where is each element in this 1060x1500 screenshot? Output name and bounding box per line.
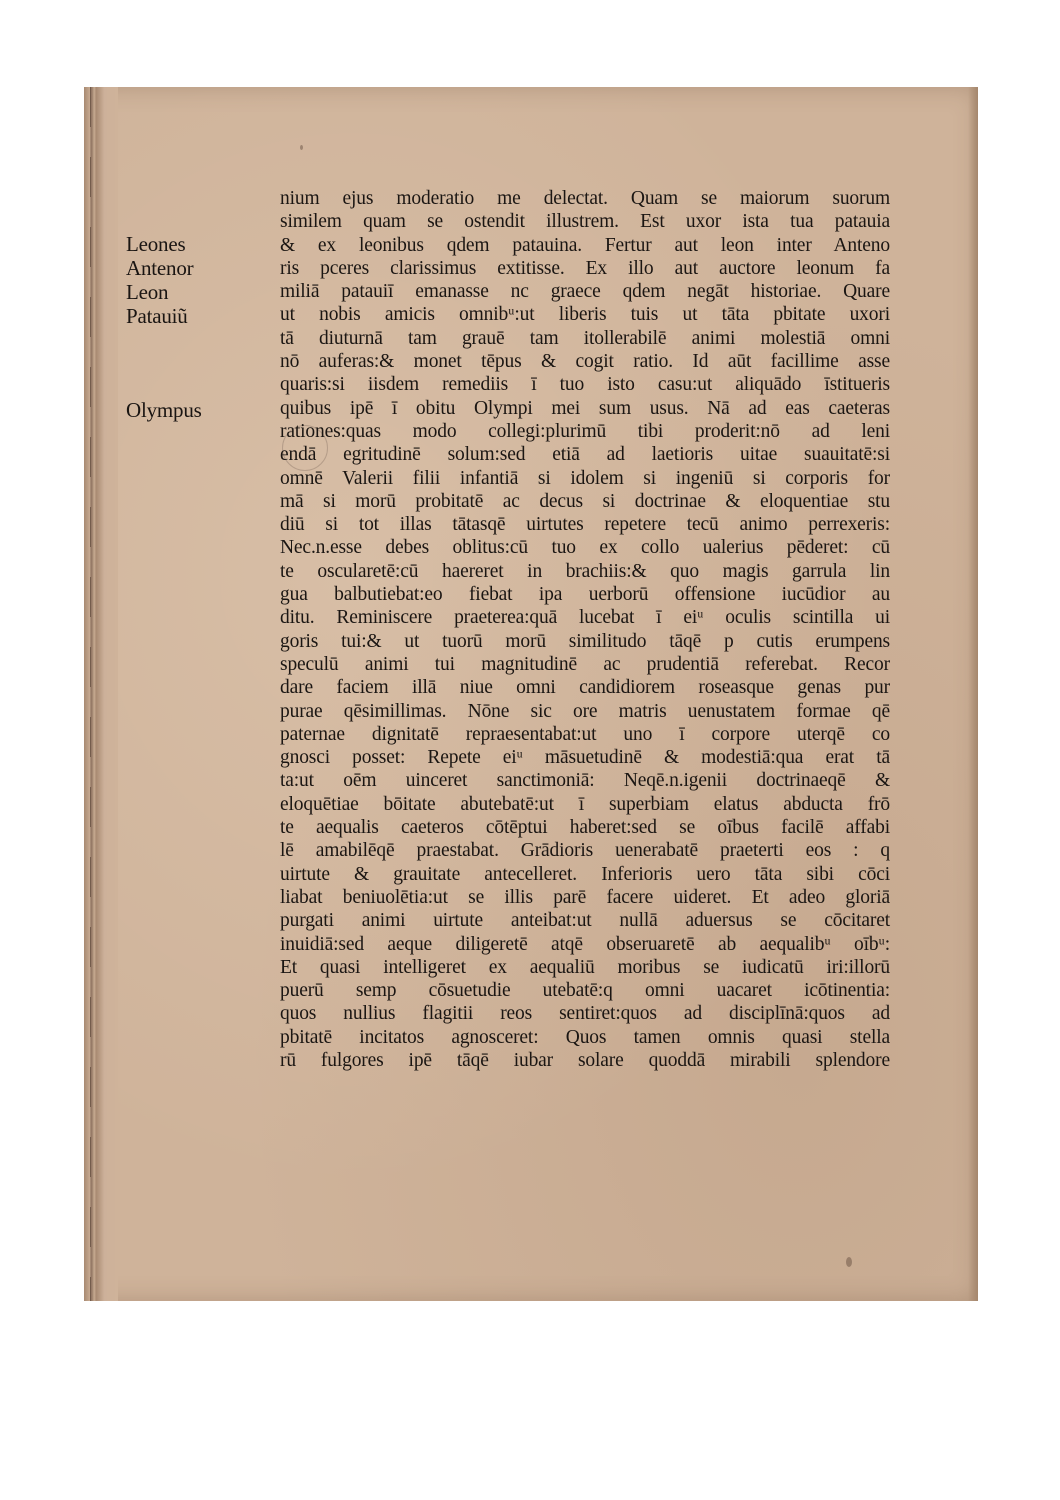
text-line: te oscularetē:cū haereret in brachiis:& quo magis garrula lin xyxy=(280,560,890,582)
text-line: dare faciem illā niue omni candidiorem roseasque genas pur xyxy=(280,677,890,699)
text-line: ditu. Reminiscere praeterea:quā lucebat ī eiᵘ oculis scintilla ui xyxy=(280,607,890,629)
text-line: rū fulgores ipē tāqē iubar solare quoddā mirabili splendore xyxy=(280,1049,890,1071)
text-line: Et quasi intelligeret ex aequaliū moribus se iudicatū iri:illorū xyxy=(280,956,890,978)
ink-speck xyxy=(300,145,303,150)
text-line: puerū semp cōsuetudie utebatē:q omni uacaret icōtinentia: xyxy=(280,980,890,1002)
text-line: & ex leonibus qdem patauina. Fertur aut leon inter Anteno xyxy=(280,234,890,256)
text-line: gnosci posset: Repete eiᵘ māsuetudinē & modestiā:qua erat tā xyxy=(280,747,890,769)
ink-speck xyxy=(846,1257,852,1267)
text-line: quibus ipē ī obitu Olympi mei sum usus. Nā ad eas caeteras xyxy=(280,397,890,419)
text-line: purae qēsimillimas. Nōne sic ore matris uenustatem formae qē xyxy=(280,700,890,722)
body-text-column xyxy=(280,187,890,1072)
text-line: diū si tot illas tātasqē uirtutes repetere tecū animo perrexeris: xyxy=(280,514,890,536)
margin-note-leon: Leon xyxy=(126,280,169,304)
book-page xyxy=(84,87,978,1301)
text-line: gua balbutiebat:eo fiebat ipa uerborū offensione iucūdior au xyxy=(280,584,890,606)
text-line: eloquētiae bōitate abutebatē:ut ī superbiam elatus abducta frō xyxy=(280,793,890,815)
text-line: pbitatē incitatos agnosceret: Quos tamen omnis quasi stella xyxy=(280,1026,890,1048)
text-line: purgati animi uirtute anteibat:ut nullā aduersus se cōcitaret xyxy=(280,910,890,932)
text-line: ris pceres clarissimus extitisse. Ex illo aut auctore leonum fa xyxy=(280,257,890,279)
text-line: tā diuturnā tam grauē tam itollerabilē animi molestiā omni xyxy=(280,327,890,349)
text-line: nō auferas:& monet tēpus & cogit ratio. Id aūt facillime asse xyxy=(280,351,890,373)
text-line: rationes:quas modo collegi:plurimū tibi proderit:nō ad leni xyxy=(280,420,890,442)
text-line: goris tui:& ut tuorū morū similitudo tāqē p cutis erumpens xyxy=(280,630,890,652)
text-line: Nec.n.esse debes oblitus:cū tuo ex collo ualerius pēderet: cū xyxy=(280,537,890,559)
margin-note-leones: Leones xyxy=(126,232,186,256)
text-line: quaris:si iisdem remediis ī tuo isto casu:ut aliquādo īstitueris xyxy=(280,374,890,396)
text-line: ut nobis amicis omnibᵘ:ut liberis tuis ut tāta pbitate uxori xyxy=(280,304,890,326)
book-binding-edge xyxy=(84,87,118,1301)
margin-note-antenor: Antenor xyxy=(126,256,194,280)
text-line: similem quam se ostendit illustrem. Est uxor ista tua patauia xyxy=(280,211,890,233)
text-line: inuidiā:sed aeque diligeretē atqē obseruaretē ab aequalibᵘ oībᵘ: xyxy=(280,933,890,955)
text-line: uirtute & grauitate antecelleret. Inferioris uero tāta sibi cōci xyxy=(280,863,890,885)
margin-note-olympus: Olympus xyxy=(126,398,202,422)
text-line: te aequalis caeteros cōtēptui haberet:sed se oībus facilē affabi xyxy=(280,817,890,839)
text-line: paternae dignitatē repraesentabat:ut uno ī corpore uterqē co xyxy=(280,723,890,745)
margin-note-patauium: Patauiũ xyxy=(126,304,188,328)
text-line: quos nullius flagitii reos sentiret:quos ad disciplīnā:quos ad xyxy=(280,1003,890,1025)
text-line: ta:ut oēm uinceret sanctimoniā: Neqē.n.igenii doctrinaeqē & xyxy=(280,770,890,792)
text-line: speculū animi tui magnitudinē ac prudentiā referebat. Recor xyxy=(280,653,890,675)
text-line: lē amabilēqē praestabat. Grādioris uenerabatē praeterti eos : q xyxy=(280,840,890,862)
text-line: mā si morū probitatē ac decus si doctrinae & eloquentiae stu xyxy=(280,490,890,512)
text-line: nium ejus moderatio me delectat. Quam se maiorum suorum xyxy=(280,188,890,209)
text-line: liabat beniuolētia:ut se illis parē facere uideret. Et adeo gloriā xyxy=(280,886,890,908)
page-edge-shadow xyxy=(968,87,978,1301)
text-line: miliā patauiī emanasse nc graece qdem negāt historiae. Quare xyxy=(280,281,890,303)
text-line: omnē Valerii filii infantiā si idolem si ingeniū si corporis for xyxy=(280,467,890,489)
text-line: endā egritudinē solum:sed etiā ad laetioris uitae suauitatē:si xyxy=(280,444,890,466)
